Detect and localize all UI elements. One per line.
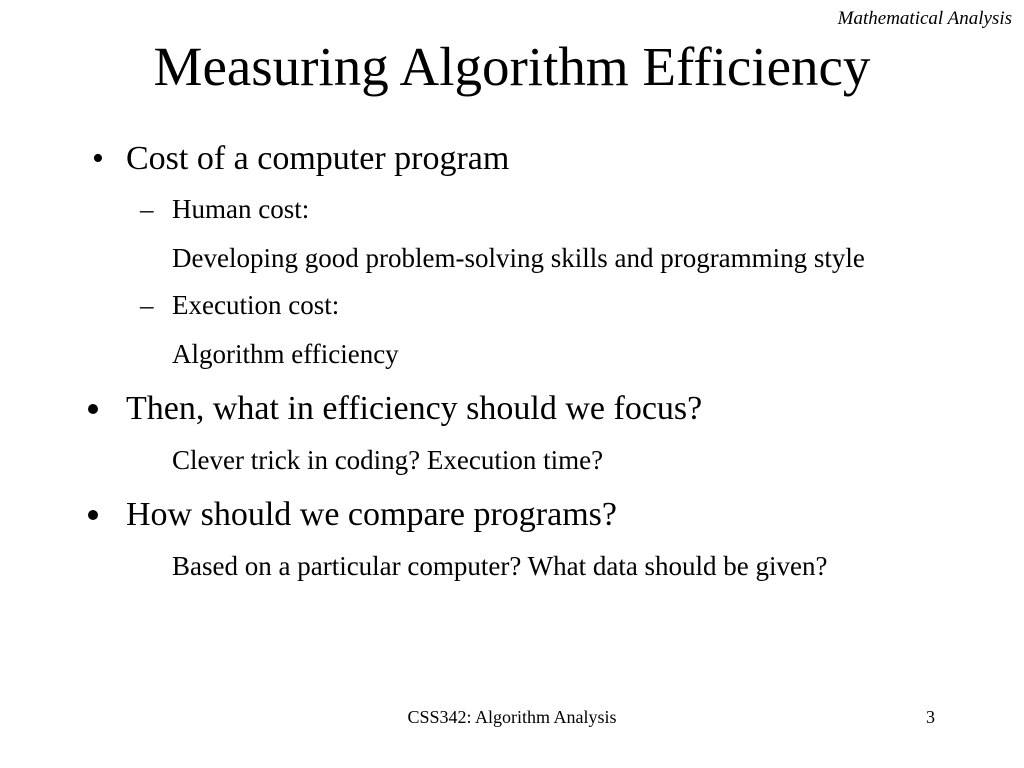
slide-content [0,138,1024,594]
slide-title: Measuring Algorithm Efficiency [153,36,871,97]
page-number: 3 [926,707,935,727]
sub-item-human-cost [0,190,1024,228]
bullet-text: Cost of a computer program [126,140,510,177]
bullet-detail: Based on a particular computer? What data should be given? [172,551,828,581]
dash-icon: – [140,194,154,224]
sub-item-detail: Developing good problem-solving skills and programming style [172,243,865,273]
bullet-item-compare [0,494,1024,536]
bullet-dot-icon [88,510,98,520]
bullet-dot-icon [88,404,98,414]
header-tag: Mathematical Analysis [837,8,1012,29]
bullet-text: How should we compare programs? [126,496,617,533]
bullet-detail: Clever trick in coding? Execution time? [172,445,604,475]
bullet-text: Then, what in efficiency should we focus? [126,390,703,427]
footer-course: CSS342: Algorithm Analysis [407,707,617,727]
bullet-icon: • [92,140,104,177]
sub-item-label: Human cost: [172,194,310,224]
sub-item-execution-cost [0,286,1024,324]
bullet-item-focus [0,388,1024,430]
sub-item-label: Execution cost: [172,290,340,320]
bullet-item-cost [0,138,1024,180]
sub-item-detail: Algorithm efficiency [172,339,399,369]
dash-icon: – [140,290,154,320]
